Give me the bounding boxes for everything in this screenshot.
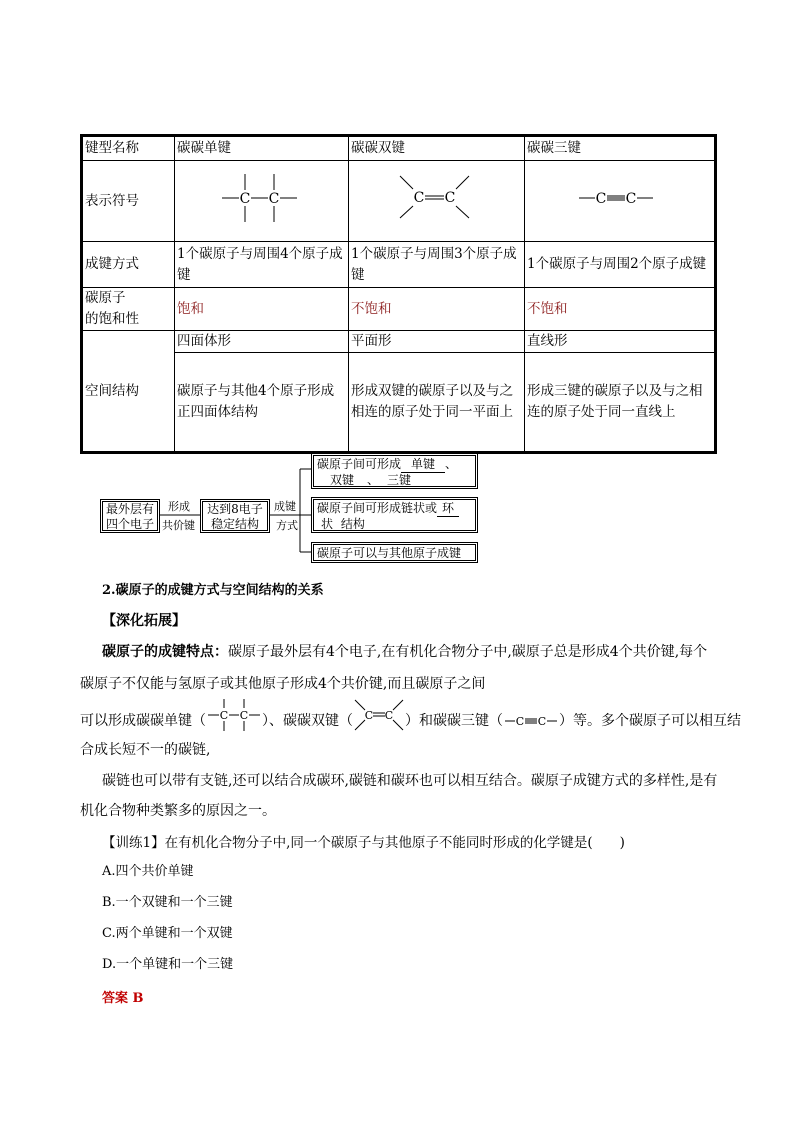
table-cell: 1个碳原子与周围3个原子成键	[349, 242, 525, 288]
carbon-atom-label: C	[625, 190, 636, 207]
inline-single-bond-icon	[206, 697, 262, 733]
carbon-atom-label: C	[595, 190, 606, 207]
option-b: B.一个双键和一个三键	[102, 895, 233, 910]
chain-paragraph-line-2: 机化合物种类繁多的原因之一。	[80, 803, 276, 819]
svg-text:C: C	[384, 709, 394, 722]
outer-electrons-box	[100, 499, 160, 533]
svg-text:C: C	[515, 715, 525, 728]
bond-inline-line	[80, 709, 741, 733]
feature-paragraph	[102, 642, 722, 662]
inline-line-2: 合成长短不一的碳链,	[80, 742, 211, 758]
table-cell: 平面形	[349, 331, 525, 353]
svg-text:C: C	[537, 715, 547, 728]
inline-text: 可以形成碳碳单键（	[80, 713, 206, 729]
carbon-atom-label: C	[239, 190, 250, 207]
fill-blank: 双键	[317, 473, 367, 489]
branch-text: 碳原子间可形成	[317, 457, 402, 471]
table-cell: 形成三键的碳原子以及与之相连的原子处于同一直线上	[525, 353, 716, 453]
option-c: C.两个单键和一个双键	[102, 926, 233, 941]
table-cell: 直线形	[525, 331, 716, 353]
section-title: 2.碳原子的成键方式与空间结构的关系	[102, 583, 324, 598]
feature-label: 碳原子的成键特点：	[102, 644, 228, 660]
row-label-method: 成键方式	[82, 242, 175, 288]
table-header: 碳碳三键	[525, 136, 716, 161]
stable-structure-box	[200, 499, 270, 533]
arrow-label: 成键	[274, 500, 296, 513]
answer-label: 答案 B	[102, 991, 144, 1006]
arrow-label: 共价键	[162, 519, 195, 532]
svg-text:C: C	[219, 709, 229, 722]
carbon-atom-label: C	[444, 189, 455, 206]
branch-text: 、	[445, 457, 458, 471]
branch-line	[317, 501, 472, 517]
table-cell: 四面体形	[175, 331, 349, 353]
carbon-atom-label: C	[413, 189, 424, 206]
fill-blank: 状	[317, 517, 337, 533]
branch-text: 结构	[340, 517, 365, 531]
branch-text: 、	[367, 473, 380, 487]
feature-text: 碳原子最外层有4个电子,在有机化合物分子中,碳原子总是形成4个共价键,每个	[228, 644, 708, 660]
feature-line-2: 碳原子不仅能与氢原子或其他原子形成4个共价键,而且碳原子之间	[80, 676, 486, 692]
svg-text:C: C	[364, 709, 374, 722]
fill-blank: 单键	[401, 457, 445, 473]
inline-text: ）、碳碳双键（	[262, 713, 353, 729]
carbon-atom-label: C	[268, 190, 279, 207]
svg-text:C: C	[239, 709, 249, 722]
table-cell: 饱和	[175, 288, 349, 331]
branch-line	[317, 457, 472, 473]
table-cell: 1个碳原子与周围2个原子成键	[525, 242, 716, 288]
table-cell: 形成双键的碳原子以及与之相连的原子处于同一平面上	[349, 353, 525, 453]
fill-blank: 三键	[379, 473, 419, 489]
box-text: 最外层有	[105, 502, 154, 516]
exercise-question: 【训练1】在有机化合物分子中,同一个碳原子与其他原子不能同时形成的化学键是( )	[102, 835, 625, 851]
row-label-structure: 空间结构	[82, 331, 175, 453]
table-cell: 不饱和	[349, 288, 525, 331]
fill-blank: 环	[437, 501, 459, 517]
label-line: 的饱和性	[85, 311, 139, 327]
table-cell: 碳原子与其他4个原子形成正四面体结构	[175, 353, 349, 453]
arrow-label: 形成	[168, 500, 190, 513]
table-cell: 不饱和	[525, 288, 716, 331]
branch-chain-ring	[311, 497, 478, 533]
box-text: 稳定结构	[210, 517, 259, 531]
chain-paragraph: 碳链也可以带有支链,还可以结合成碳环,碳链和碳环也可以相互结合。碳原子成键方式的多样性,是有	[102, 773, 718, 789]
label-line: 碳原子	[85, 290, 126, 306]
inline-text: ）和碳碳三键（	[405, 713, 503, 729]
inline-text: ）等。多个碳原子可以相互结	[559, 713, 741, 729]
branch-line	[317, 473, 472, 489]
extension-title: 【深化拓展】	[102, 613, 186, 629]
branch-line	[317, 517, 472, 533]
inline-triple-bond-icon	[503, 711, 559, 731]
table-header: 碳碳双键	[349, 136, 525, 161]
inline-double-bond-icon	[353, 697, 405, 733]
table-cell: 1个碳原子与周围4个原子成键	[175, 242, 349, 288]
branch-other-atoms: 碳原子可以与其他原子成键	[311, 542, 478, 563]
row-label-symbol: 表示符号	[82, 161, 175, 242]
arrow-label: 方式	[276, 519, 298, 532]
box-text: 四个电子	[105, 517, 154, 531]
box-text: 达到8电子	[207, 502, 263, 516]
branch-text: 碳原子间可形成链状或	[317, 501, 438, 515]
branch-bond-types	[311, 453, 478, 489]
option-d: D.一个单键和一个三键	[102, 957, 234, 972]
table-header: 键型名称	[82, 136, 175, 161]
table-header: 碳碳单键	[175, 136, 349, 161]
option-a: A.四个共价单键	[102, 864, 194, 879]
